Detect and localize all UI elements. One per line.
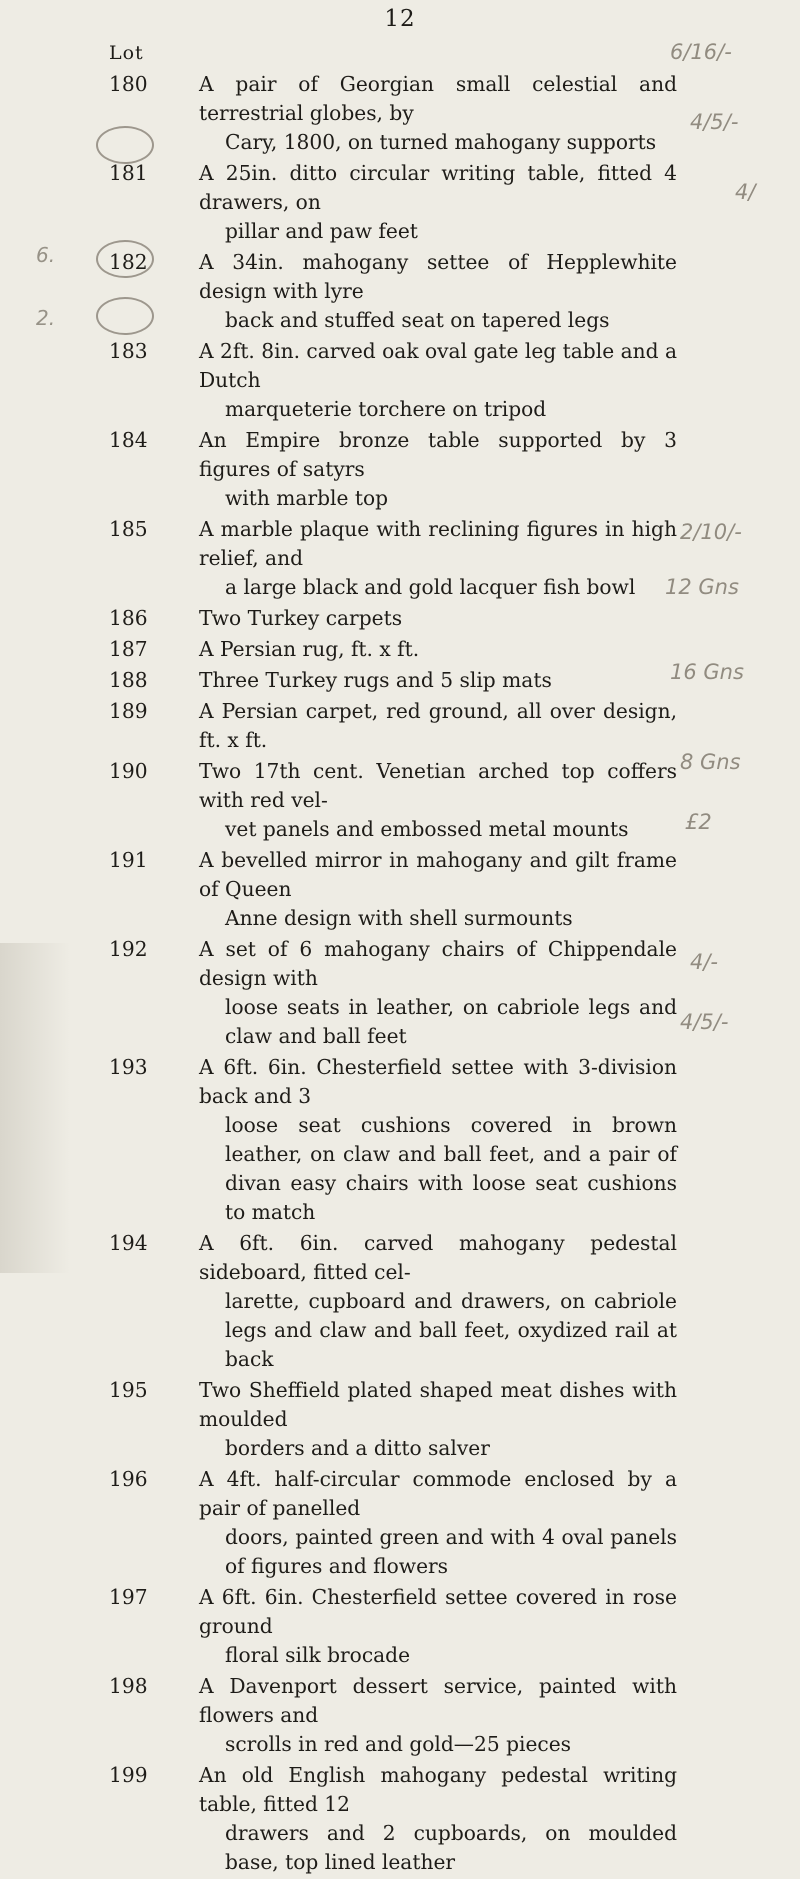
margin-mark: 2.	[36, 306, 56, 330]
lot-number: 183	[109, 339, 148, 363]
lot-number: 181	[109, 161, 148, 185]
lot-description	[199, 604, 677, 633]
lot-item	[0, 248, 800, 335]
lot-description-cont: Anne design with shell surmounts	[225, 906, 573, 930]
lot-description	[199, 515, 677, 602]
price-annotation: 2/10/-	[680, 520, 742, 544]
lot-description	[199, 1229, 677, 1374]
lot-description-line: A 34in. mahogany settee of Hepplewhite design with lyre	[199, 250, 677, 303]
lot-description-line: Two Sheffield plated shaped meat dishes with moulded	[199, 1378, 677, 1431]
lot-description	[199, 1583, 677, 1670]
lot-description-line: A set of 6 mahogany chairs of Chippendale design with	[199, 937, 677, 990]
lot-description-line: A bevelled mirror in mahogany and gilt frame of Queen	[199, 848, 677, 901]
lot-number: 194	[109, 1231, 148, 1255]
lot-description	[199, 70, 677, 157]
lot-item	[0, 1761, 800, 1877]
lot-description-cont: loose seats in leather, on cabriole legs and claw and ball feet	[225, 995, 677, 1048]
price-annotation: 4/-	[690, 950, 719, 974]
lot-item	[0, 1672, 800, 1759]
lot-description-line: Two Turkey carpets	[199, 606, 403, 630]
lot-description-line: Three Turkey rugs and 5 slip mats	[199, 668, 552, 692]
lot-number: 197	[109, 1585, 148, 1609]
lot-description-line: A 6ft. 6in. Chesterfield settee with 3-division back and 3	[199, 1055, 677, 1108]
lot-description-line: A Davenport dessert service, painted with flowers and	[199, 1674, 677, 1727]
lot-description-line: An old English mahogany pedestal writing table, fitted 12	[199, 1763, 677, 1816]
price-annotation: 4/	[735, 180, 756, 204]
lot-description-cont: drawers and 2 cupboards, on moulded base, top lined leather	[225, 1821, 677, 1874]
lot-description-line: A Persian rug, ft. x ft.	[199, 637, 420, 661]
lot-item	[0, 1376, 800, 1463]
lot-description	[199, 666, 677, 695]
price-annotation: 8 Gns	[680, 750, 741, 774]
lot-number: 193	[109, 1055, 148, 1079]
lot-description-cont: larette, cupboard and drawers, on cabriole legs and claw and ball feet, oxydized rail at back	[225, 1289, 677, 1371]
lot-item	[0, 426, 800, 513]
lot-item	[0, 337, 800, 424]
lot-description-cont: vet panels and embossed metal mounts	[225, 817, 629, 841]
lot-item	[0, 1583, 800, 1670]
lot-description	[199, 1465, 677, 1581]
price-annotation: £2	[685, 810, 712, 834]
lot-description	[199, 635, 677, 664]
lot-list	[0, 70, 800, 1879]
lot-description-cont: floral silk brocade	[225, 1643, 411, 1667]
lot-item	[0, 846, 800, 933]
lot-description	[199, 1376, 677, 1463]
lot-description-cont: doors, painted green and with 4 oval panels of figures and flowers	[225, 1525, 677, 1578]
lot-item	[0, 604, 800, 633]
lot-description	[199, 1761, 677, 1877]
lot-item	[0, 159, 800, 246]
lot-number: 182	[109, 250, 148, 274]
lot-item	[0, 697, 800, 755]
lot-description-cont: marqueterie torchere on tripod	[225, 397, 547, 421]
lot-number: 189	[109, 699, 148, 723]
lot-number: 198	[109, 1674, 148, 1698]
lot-description-cont: with marble top	[225, 486, 389, 510]
lot-description-line: A marble plaque with reclining figures in high relief, and	[199, 517, 677, 570]
lot-number: 185	[109, 517, 148, 541]
lot-number: 199	[109, 1763, 148, 1787]
lot-description-cont: loose seat cushions covered in brown leather, on claw and ball feet, and a pair of divan easy chairs with loose seat cushions to match	[225, 1113, 677, 1224]
margin-mark: 6.	[36, 243, 56, 267]
lot-description-cont: scrolls in red and gold—25 pieces	[225, 1732, 572, 1756]
lot-description-cont: back and stuffed seat on tapered legs	[225, 308, 610, 332]
lot-item	[0, 1229, 800, 1374]
lot-description	[199, 935, 677, 1051]
page-number: 12	[384, 6, 416, 32]
lot-description	[199, 1053, 677, 1227]
lot-item	[0, 70, 800, 157]
lot-description-line: Two 17th cent. Venetian arched top coffers with red vel-	[199, 759, 677, 812]
lot-description-cont: Cary, 1800, on turned mahogany supports	[225, 130, 657, 154]
lot-number: 190	[109, 759, 148, 783]
lot-description	[199, 248, 677, 335]
lot-description-line: A Persian carpet, red ground, all over design, ft. x ft.	[199, 699, 677, 752]
lot-description-line: A pair of Georgian small celestial and terrestrial globes, by	[199, 72, 677, 125]
lot-description	[199, 426, 677, 513]
price-annotation: 4/5/-	[690, 110, 739, 134]
lot-number: 191	[109, 848, 148, 872]
lot-number: 192	[109, 937, 148, 961]
lot-item	[0, 1053, 800, 1227]
lot-number: 195	[109, 1378, 148, 1402]
lot-column-header: Lot	[109, 42, 144, 64]
price-annotation: 12 Gns	[665, 575, 739, 599]
lot-description	[199, 1672, 677, 1759]
lot-number: 188	[109, 668, 148, 692]
lot-description-cont: pillar and paw feet	[225, 219, 418, 243]
lot-item	[0, 1465, 800, 1581]
lot-number: 187	[109, 637, 148, 661]
lot-description-line: A 4ft. half-circular commode enclosed by a pair of panelled	[199, 1467, 677, 1520]
price-annotation: 16 Gns	[670, 660, 744, 684]
lot-description	[199, 846, 677, 933]
lot-description-line: A 6ft. 6in. carved mahogany pedestal sideboard, fitted cel-	[199, 1231, 677, 1284]
lot-description-line: An Empire bronze table supported by 3 figures of satyrs	[199, 428, 677, 481]
lot-description-cont: borders and a ditto salver	[225, 1436, 490, 1460]
lot-description	[199, 757, 677, 844]
lot-description-line: A 2ft. 8in. carved oak oval gate leg table and a Dutch	[199, 339, 677, 392]
lot-number: 180	[109, 72, 148, 96]
lot-description-line: A 6ft. 6in. Chesterfield settee covered in rose ground	[199, 1585, 677, 1638]
lot-description	[199, 337, 677, 424]
price-annotation: 6/16/-	[670, 40, 732, 64]
lot-number: 184	[109, 428, 148, 452]
lot-description	[199, 697, 677, 755]
price-annotation: 4/5/-	[680, 1010, 729, 1034]
lot-number: 196	[109, 1467, 148, 1491]
lot-description	[199, 159, 677, 246]
lot-number: 186	[109, 606, 148, 630]
lot-description-cont: a large black and gold lacquer fish bowl	[225, 575, 636, 599]
lot-description-line: A 25in. ditto circular writing table, fitted 4 drawers, on	[199, 161, 677, 214]
